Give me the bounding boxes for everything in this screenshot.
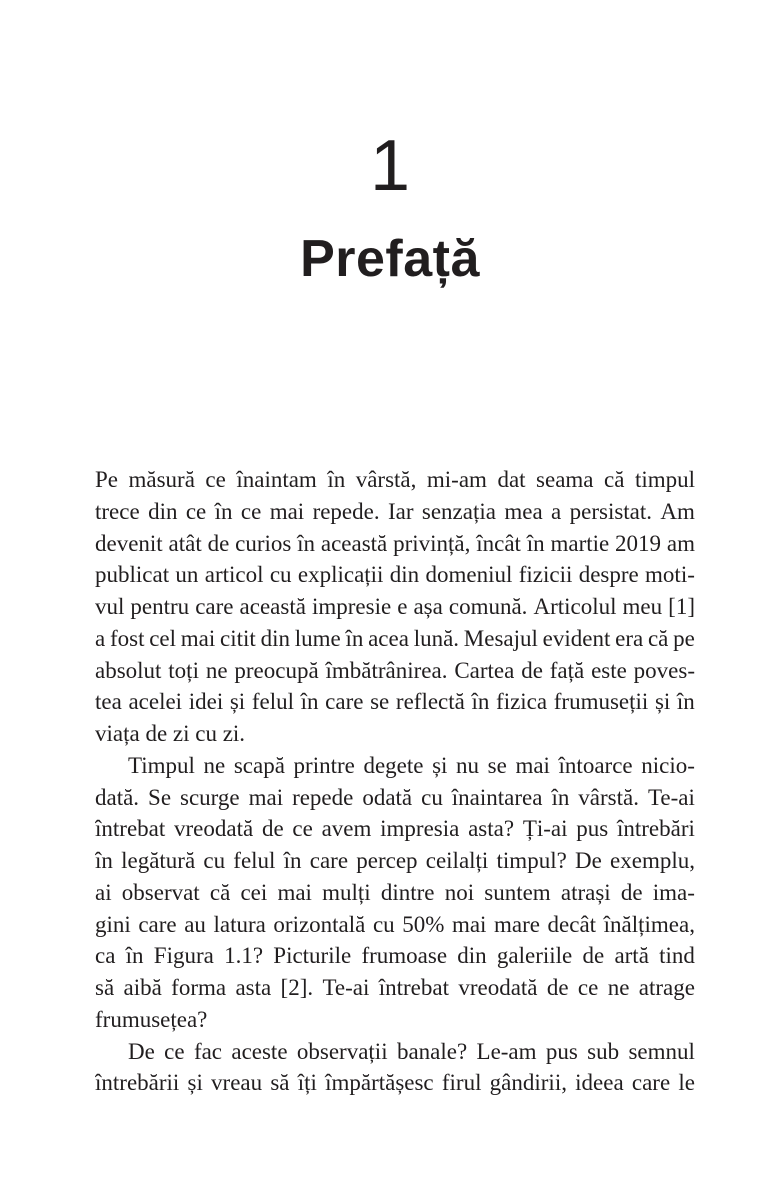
text-line: întrebat vreodată de ce avem impresia asta? Ți-ai pus întrebări — [95, 816, 695, 842]
text-line: De ce fac aceste observații banale? Le-am pus sub semnul — [128, 1038, 695, 1064]
text-line: în legătură cu felul în care percep ceilalți timpul? De exemplu, — [95, 848, 695, 873]
paragraph — [95, 1036, 695, 1100]
text-line: Timpul ne scapă printre degete și nu se mai întoarce nicio- — [128, 752, 695, 778]
text-line: absolut toți ne preocupă îmbătrânirea. Cartea de față este poves- — [95, 657, 695, 683]
text-line: vul pentru care această impresie e așa comună. Articolul meu [1] — [95, 594, 695, 619]
text-line: viața de zi cu zi. — [95, 721, 246, 746]
text-line: ca în Figura 1.1? Picturile frumoase din galeriile de artă tind — [95, 943, 695, 969]
body-text — [95, 464, 695, 1099]
text-line: publicat un articol cu explicații din domeniul fizicii despre moti- — [95, 562, 695, 588]
text-line: Pe măsură ce înaintam în vârstă, mi-am dat seama că timpul — [95, 467, 695, 492]
chapter-title: Prefață — [300, 230, 480, 288]
text-line: să aibă forma asta [2]. Te-ai întrebat vreodată de ce ne atrage — [95, 975, 695, 1000]
text-line: tea acelei idei și felul în care se reflectă în fizica frumuseții și în — [95, 689, 695, 715]
text-line: frumusețea? — [95, 1006, 208, 1032]
text-line: ai observat că cei mai mulți dintre noi suntem atrași de ima- — [95, 879, 695, 905]
paragraph — [95, 750, 695, 1036]
text-line: devenit atât de curios în această privință, încât în martie 2019 am — [95, 530, 695, 556]
chapter-number: 1 — [369, 126, 411, 206]
text-line: întrebării și vreau să îți împărtășesc firul gândirii, ideea care le — [95, 1070, 695, 1096]
paragraph — [95, 464, 695, 750]
text-line: gini care au latura orizontală cu 50% mai mare decât înălțimea, — [95, 911, 695, 937]
text-line: a fost cel mai citit din lume în acea lună. Mesajul evident era că pe — [95, 625, 695, 651]
text-line: dată. Se scurge mai repede odată cu înaintarea în vârstă. Te-ai — [95, 784, 695, 810]
text-line: trece din ce în ce mai repede. Iar senzația mea a persistat. Am — [95, 498, 695, 524]
